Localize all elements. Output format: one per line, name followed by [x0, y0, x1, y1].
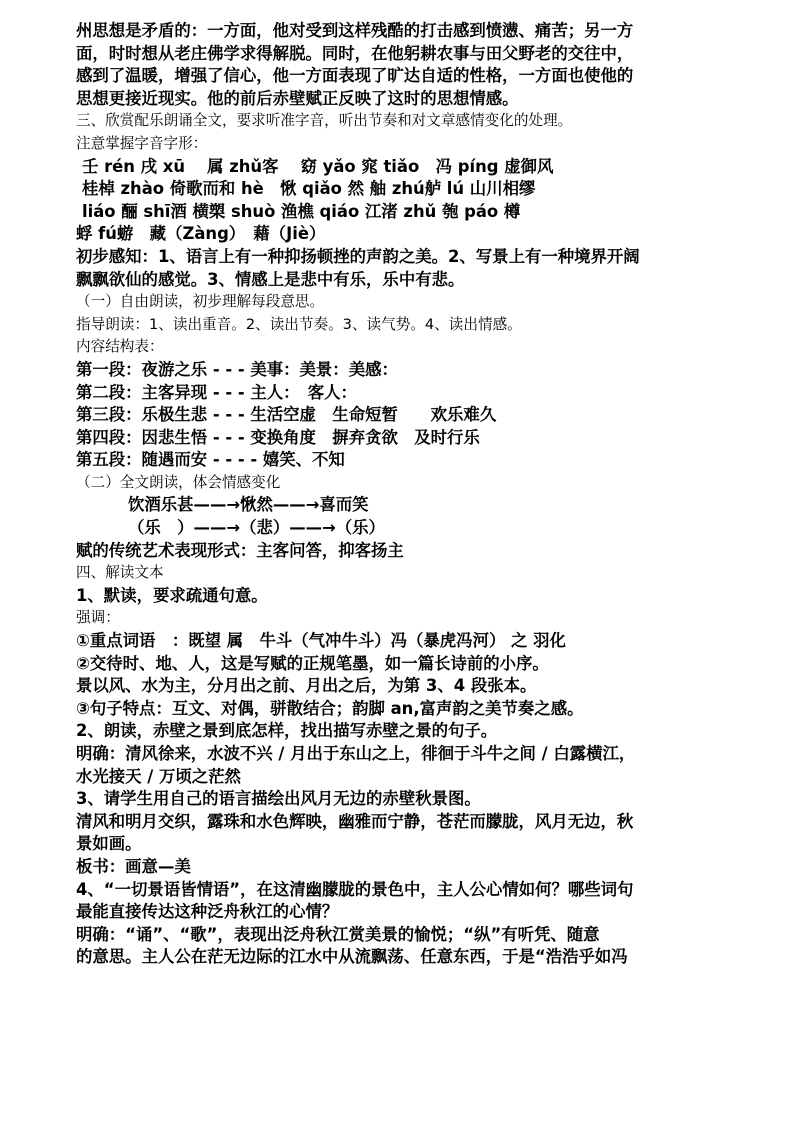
- section-heading: 四、解读文本: [76, 564, 164, 582]
- text-line: 最能直接传达这种泛舟秋江的心情？: [76, 902, 339, 922]
- text-line: 明确：“诵”、“歌”，表现出泛舟秋江赏美景的愉悦；“纵”有听凭、随意: [76, 924, 600, 944]
- text-line: 板书：画意—美: [76, 856, 191, 876]
- text-line: 景以风、水为主，分月出之前、月出之后，为第 3、4 段张本。: [76, 676, 537, 696]
- text-line: 初步感知：1、语言上有一种抑扬顿挫的声韵之美。2、写景上有一种境界开阔: [76, 246, 640, 266]
- text-line: 强调：: [76, 609, 120, 627]
- text-line: 水光接天 / 万顷之茫然: [76, 766, 241, 786]
- text-line: 思想更接近现实。他的前后赤壁赋正反映了这时的思想情感。: [76, 88, 519, 108]
- text-line: 内容结构表：: [76, 338, 164, 356]
- text-line: 州思想是矛盾的：一方面，他对受到这样残酷的打击感到愤懑、痛苦；另一方: [76, 21, 634, 40]
- text-line: 飘飘欲仙的感觉。3、情感上是悲中有乐，乐中有悲。: [76, 269, 465, 289]
- structure-row: 第二段：主客异现 - - - 主人： 客人：: [76, 382, 357, 402]
- text-line: 2、朗读，赤壁之景到底怎样，找出描写赤壁之景的句子。: [76, 721, 498, 741]
- text-line: （二）全文朗读，体会情感变化: [76, 473, 281, 491]
- section-heading: 三、欣赏配乐朗诵全文，要求听准字音，听出节奏和对文章感情变化的处理。: [76, 112, 573, 130]
- text-line: 清风和明月交织，露珠和水色辉映，幽雅而宁静，苍茫而朦胧，风月无边，秋: [76, 811, 634, 831]
- structure-row: 第四段：因悲生悟 - - - 变换角度 摒弃贪欲 及时行乐: [76, 427, 480, 447]
- text-line: 4、“一切景语皆情语”，在这清幽朦胧的景色中，主人公心情如何？哪些词句: [76, 879, 634, 899]
- structure-row: 第一段：夜游之乐 - - - 美事：美景：美感：: [76, 359, 398, 379]
- text-line: 的意思。主人公在茫无边际的江水中从流飘荡、任意东西，于是“浩浩乎如冯: [76, 947, 628, 967]
- emotion-flow: （乐 ）——→（悲）——→（乐）: [128, 518, 385, 538]
- pinyin-line: liáo 酾 shī酒 横槊 shuò 渔樵 qiáo 江渚 zhǔ 匏 páo 樽: [82, 201, 521, 221]
- text-line: 明确：清风徐来，水波不兴 / 月出于东山之上，徘徊于斗牛之间 / 白露横江，: [76, 744, 636, 763]
- emotion-flow: 饮酒乐甚——→愀然——→喜而笑: [128, 495, 369, 515]
- structure-row: 第五段：随遇而安 - - - - 嬉笑、不知: [76, 450, 345, 470]
- pinyin-line: 桂棹 zhào 倚歌而和 hè 愀 qiǎo 然 舳 zhú舻 lú 山川相缪: [82, 179, 536, 199]
- pinyin-line: 壬 rén 戌 xū 属 zhǔ客 窈 yǎo 窕 tiǎo 冯 píng 虚御风: [82, 156, 554, 176]
- text-line: ③句子特点：互文、对偶，骈散结合；韵脚 an,富声韵之美节奏之感。: [76, 698, 584, 718]
- pinyin-line: 蜉 fú蝣 藏（Zàng） 藉（Jiè）: [76, 224, 326, 244]
- text-line: 3、请学生用自己的语言描绘出风月无边的赤壁秋景图。: [76, 789, 481, 809]
- text-line: ①重点词语 ：既望 属 牛斗（气冲牛斗）冯（暴虎冯河） 之 羽化: [76, 631, 566, 651]
- text-line: （一）自由朗读，初步理解每段意思。: [76, 293, 325, 311]
- text-line: 指导朗读：1、读出重音。2、读出节奏。3、读气势。4、读出情感。: [76, 315, 522, 333]
- text-line: 注意掌握字音字形：: [76, 134, 208, 152]
- text-line: 景如画。: [76, 834, 142, 854]
- text-line: 赋的传统艺术表现形式：主客问答，抑客扬主: [76, 540, 404, 560]
- structure-row: 第三段：乐极生悲 - - - 生活空虚 生命短暂 欢乐难久: [76, 405, 497, 425]
- text-line: 感到了温暖，增强了信心，他一方面表现了旷达自适的性格，一方面也使他的: [76, 66, 634, 86]
- text-line: 面，时时想从老庄佛学求得解脱。同时，在他躬耕农事与田父野老的交往中，: [76, 43, 634, 63]
- text-line: 1、默读，要求疏通句意。: [76, 585, 268, 605]
- text-line: ②交待时、地、人，这是写赋的正规笔墨，如一篇长诗前的小序。: [76, 653, 549, 673]
